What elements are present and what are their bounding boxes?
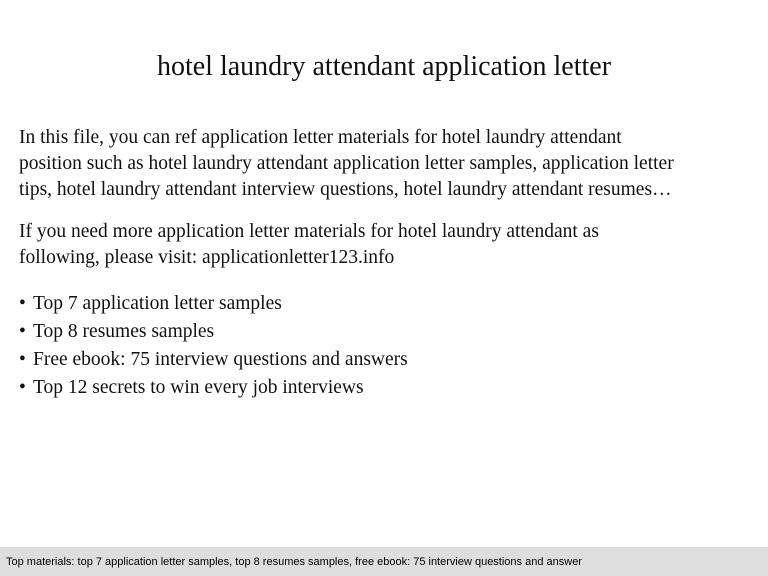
bullet-text: Free ebook: 75 interview questions and answers: [33, 349, 408, 370]
bullet-icon: •: [19, 293, 26, 314]
intro-paragraph: [19, 125, 754, 203]
bullet-icon: •: [19, 321, 26, 342]
footer-text: Top materials: top 7 application letter samples, top 8 resumes samples, free ebook: 75 interview questions and answer: [6, 556, 582, 568]
intro-line: In this file, you can ref application letter materials for hotel laundry attendant: [19, 127, 622, 148]
bullet-item: [19, 346, 754, 374]
more-materials-line: If you need more application letter materials for hotel laundry attendant as: [19, 221, 599, 242]
bullet-text: Top 8 resumes samples: [33, 321, 215, 342]
intro-line: position such as hotel laundry attendant application letter samples, application letter: [19, 153, 674, 174]
bullet-text: Top 12 secrets to win every job interviews: [33, 377, 364, 398]
intro-line: tips, hotel laundry attendant interview questions, hotel laundry attendant resumes…: [19, 179, 672, 200]
bullet-item: [19, 374, 754, 402]
page-title: hotel laundry attendant application letter: [156, 51, 612, 82]
bullet-text: Top 7 application letter samples: [33, 293, 282, 314]
bullet-icon: •: [19, 377, 26, 398]
more-materials-line: following, please visit: applicationletter123.info: [19, 247, 395, 268]
footer-bar: [0, 547, 768, 576]
bullet-item: [19, 318, 754, 346]
bullet-icon: •: [19, 349, 26, 370]
more-materials-paragraph: [19, 219, 754, 271]
materials-bullet-list: [19, 290, 754, 402]
bullet-item: [19, 290, 754, 318]
